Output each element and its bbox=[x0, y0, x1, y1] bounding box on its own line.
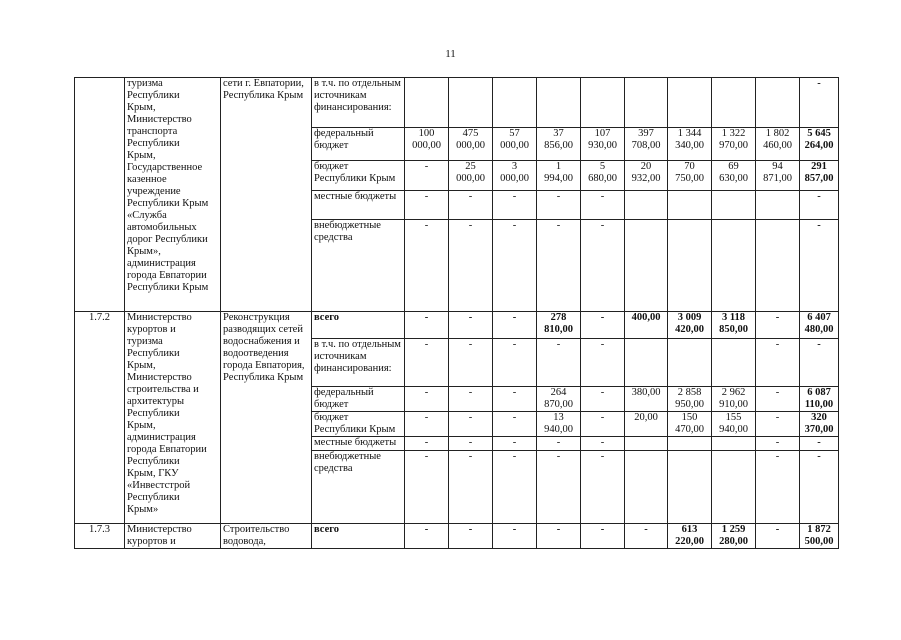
amount-cell bbox=[712, 339, 756, 387]
amount-cell bbox=[712, 78, 756, 128]
amount-cell: 1 872 500,00 bbox=[800, 524, 839, 549]
funding-source-cell: федеральный бюджет bbox=[312, 128, 405, 161]
amount-cell: 1 802 460,00 bbox=[756, 128, 800, 161]
amount-cell: - bbox=[581, 312, 625, 339]
amount-cell: - bbox=[756, 312, 800, 339]
amount-cell: - bbox=[581, 387, 625, 412]
funding-source-cell: местные бюджеты bbox=[312, 191, 405, 220]
amount-cell: 155 940,00 bbox=[712, 412, 756, 437]
amount-cell: 3 000,00 bbox=[493, 161, 537, 191]
amount-cell: - bbox=[537, 339, 581, 387]
amount-cell: - bbox=[405, 437, 449, 451]
executor-cell: туризма Республики Крым, Министерство транспорта Республики Крым, Государственное казенное учреждение Республики Крым «Служба автомобильных дорог Республики Крым», администрация города Евпатории Республики Крым bbox=[125, 78, 221, 312]
row-code: 1.7.2 bbox=[75, 312, 125, 524]
amount-cell: - bbox=[405, 191, 449, 220]
measure-cell: Реконструкция разводящих сетей водоснабжения и водоотведения города Евпатория, Республика Крым bbox=[221, 312, 312, 524]
amount-cell: - bbox=[800, 451, 839, 524]
amount-cell bbox=[625, 191, 668, 220]
amount-cell: - bbox=[449, 220, 493, 312]
amount-cell: 397 708,00 bbox=[625, 128, 668, 161]
amount-cell: 107 930,00 bbox=[581, 128, 625, 161]
amount-cell: - bbox=[756, 339, 800, 387]
amount-cell: - bbox=[493, 339, 537, 387]
amount-cell: 70 750,00 bbox=[668, 161, 712, 191]
amount-cell: - bbox=[625, 524, 668, 549]
amount-cell: 57 000,00 bbox=[493, 128, 537, 161]
amount-cell bbox=[668, 78, 712, 128]
amount-cell bbox=[668, 437, 712, 451]
amount-cell: - bbox=[449, 524, 493, 549]
amount-cell: - bbox=[756, 412, 800, 437]
amount-cell: - bbox=[405, 387, 449, 412]
amount-cell: 20,00 bbox=[625, 412, 668, 437]
amount-cell bbox=[625, 78, 668, 128]
amount-cell: - bbox=[449, 312, 493, 339]
amount-cell: 25 000,00 bbox=[449, 161, 493, 191]
amount-cell: - bbox=[405, 161, 449, 191]
budget-table bbox=[74, 77, 839, 549]
amount-cell: - bbox=[756, 451, 800, 524]
amount-cell bbox=[712, 437, 756, 451]
funding-source-cell: в т.ч. по отдельным источникам финансирования: bbox=[312, 78, 405, 128]
amount-cell: - bbox=[493, 437, 537, 451]
amount-cell bbox=[493, 78, 537, 128]
amount-cell: - bbox=[449, 412, 493, 437]
funding-source-cell: внебюджетные средства bbox=[312, 451, 405, 524]
row-code: 1.7.3 bbox=[75, 524, 125, 549]
amount-cell: - bbox=[581, 451, 625, 524]
amount-cell: 320 370,00 bbox=[800, 412, 839, 437]
amount-cell: 2 962 910,00 bbox=[712, 387, 756, 412]
amount-cell: 69 630,00 bbox=[712, 161, 756, 191]
amount-cell bbox=[668, 191, 712, 220]
amount-cell: 613 220,00 bbox=[668, 524, 712, 549]
table-row bbox=[75, 78, 839, 128]
amount-cell: - bbox=[405, 524, 449, 549]
amount-cell: - bbox=[537, 451, 581, 524]
amount-cell bbox=[756, 220, 800, 312]
amount-cell: - bbox=[449, 387, 493, 412]
amount-cell bbox=[405, 78, 449, 128]
amount-cell: - bbox=[493, 524, 537, 549]
amount-cell: 20 932,00 bbox=[625, 161, 668, 191]
amount-cell: 400,00 bbox=[625, 312, 668, 339]
amount-cell bbox=[712, 451, 756, 524]
amount-cell bbox=[625, 451, 668, 524]
amount-cell bbox=[581, 78, 625, 128]
amount-cell: - bbox=[581, 220, 625, 312]
amount-cell: - bbox=[493, 412, 537, 437]
amount-cell: - bbox=[800, 339, 839, 387]
amount-cell bbox=[625, 339, 668, 387]
amount-cell: - bbox=[405, 451, 449, 524]
amount-cell: - bbox=[493, 312, 537, 339]
amount-cell: - bbox=[800, 191, 839, 220]
measure-cell: сети г. Евпатории, Республика Крым bbox=[221, 78, 312, 312]
amount-cell bbox=[756, 191, 800, 220]
amount-cell: 1 994,00 bbox=[537, 161, 581, 191]
amount-cell: 2 858 950,00 bbox=[668, 387, 712, 412]
funding-source-cell: всего bbox=[312, 312, 405, 339]
amount-cell bbox=[625, 220, 668, 312]
amount-cell: 291 857,00 bbox=[800, 161, 839, 191]
amount-cell: 94 871,00 bbox=[756, 161, 800, 191]
amount-cell: 5 645 264,00 bbox=[800, 128, 839, 161]
amount-cell: - bbox=[756, 524, 800, 549]
amount-cell: - bbox=[405, 220, 449, 312]
amount-cell: 150 470,00 bbox=[668, 412, 712, 437]
amount-cell: 1 344 340,00 bbox=[668, 128, 712, 161]
amount-cell: - bbox=[449, 451, 493, 524]
amount-cell: - bbox=[449, 437, 493, 451]
amount-cell: - bbox=[537, 437, 581, 451]
executor-cell: Министерство курортов и bbox=[125, 524, 221, 549]
amount-cell bbox=[625, 437, 668, 451]
funding-source-cell: бюджет Республики Крым bbox=[312, 161, 405, 191]
row-code bbox=[75, 78, 125, 312]
amount-cell: - bbox=[537, 524, 581, 549]
amount-cell: 3 118 850,00 bbox=[712, 312, 756, 339]
amount-cell: - bbox=[449, 339, 493, 387]
funding-source-cell: в т.ч. по отдельным источникам финансирования: bbox=[312, 339, 405, 387]
measure-cell: Строительство водовода, bbox=[221, 524, 312, 549]
amount-cell: 5 680,00 bbox=[581, 161, 625, 191]
amount-cell: 37 856,00 bbox=[537, 128, 581, 161]
amount-cell: 3 009 420,00 bbox=[668, 312, 712, 339]
amount-cell: 1 322 970,00 bbox=[712, 128, 756, 161]
amount-cell: - bbox=[537, 220, 581, 312]
amount-cell: - bbox=[493, 387, 537, 412]
amount-cell: - bbox=[405, 339, 449, 387]
amount-cell: 13 940,00 bbox=[537, 412, 581, 437]
amount-cell: 380,00 bbox=[625, 387, 668, 412]
amount-cell: - bbox=[581, 412, 625, 437]
amount-cell: 264 870,00 bbox=[537, 387, 581, 412]
funding-source-cell: внебюджетные средства bbox=[312, 220, 405, 312]
executor-cell: Министерство курортов и туризма Республики Крым, Министерство строительства и архитектуры Республики Крым, администрация города Евпатории Республики Крым, ГКУ «Инвестстрой Республики Крым» bbox=[125, 312, 221, 524]
amount-cell bbox=[668, 220, 712, 312]
amount-cell: - bbox=[581, 524, 625, 549]
amount-cell bbox=[756, 78, 800, 128]
funding-source-cell: бюджет Республики Крым bbox=[312, 412, 405, 437]
amount-cell: 6 087 110,00 bbox=[800, 387, 839, 412]
funding-source-cell: всего bbox=[312, 524, 405, 549]
amount-cell: 6 407 480,00 bbox=[800, 312, 839, 339]
amount-cell: - bbox=[493, 191, 537, 220]
amount-cell: - bbox=[581, 437, 625, 451]
amount-cell bbox=[449, 78, 493, 128]
amount-cell bbox=[668, 339, 712, 387]
table-row bbox=[75, 524, 839, 549]
amount-cell bbox=[668, 451, 712, 524]
amount-cell: - bbox=[581, 191, 625, 220]
page-number: 11 bbox=[445, 48, 456, 60]
amount-cell: 278 810,00 bbox=[537, 312, 581, 339]
amount-cell: - bbox=[449, 191, 493, 220]
amount-cell: - bbox=[756, 437, 800, 451]
amount-cell bbox=[537, 78, 581, 128]
amount-cell: - bbox=[405, 312, 449, 339]
amount-cell: - bbox=[493, 451, 537, 524]
amount-cell: - bbox=[800, 220, 839, 312]
amount-cell: - bbox=[756, 387, 800, 412]
funding-source-cell: местные бюджеты bbox=[312, 437, 405, 451]
amount-cell: - bbox=[581, 339, 625, 387]
amount-cell: - bbox=[405, 412, 449, 437]
amount-cell: - bbox=[800, 437, 839, 451]
amount-cell bbox=[712, 220, 756, 312]
amount-cell: - bbox=[537, 191, 581, 220]
funding-source-cell: федеральный бюджет bbox=[312, 387, 405, 412]
amount-cell: 475 000,00 bbox=[449, 128, 493, 161]
amount-cell bbox=[712, 191, 756, 220]
amount-cell: - bbox=[493, 220, 537, 312]
amount-cell: 100 000,00 bbox=[405, 128, 449, 161]
amount-cell: 1 259 280,00 bbox=[712, 524, 756, 549]
table-row bbox=[75, 312, 839, 339]
amount-cell: - bbox=[800, 78, 839, 128]
